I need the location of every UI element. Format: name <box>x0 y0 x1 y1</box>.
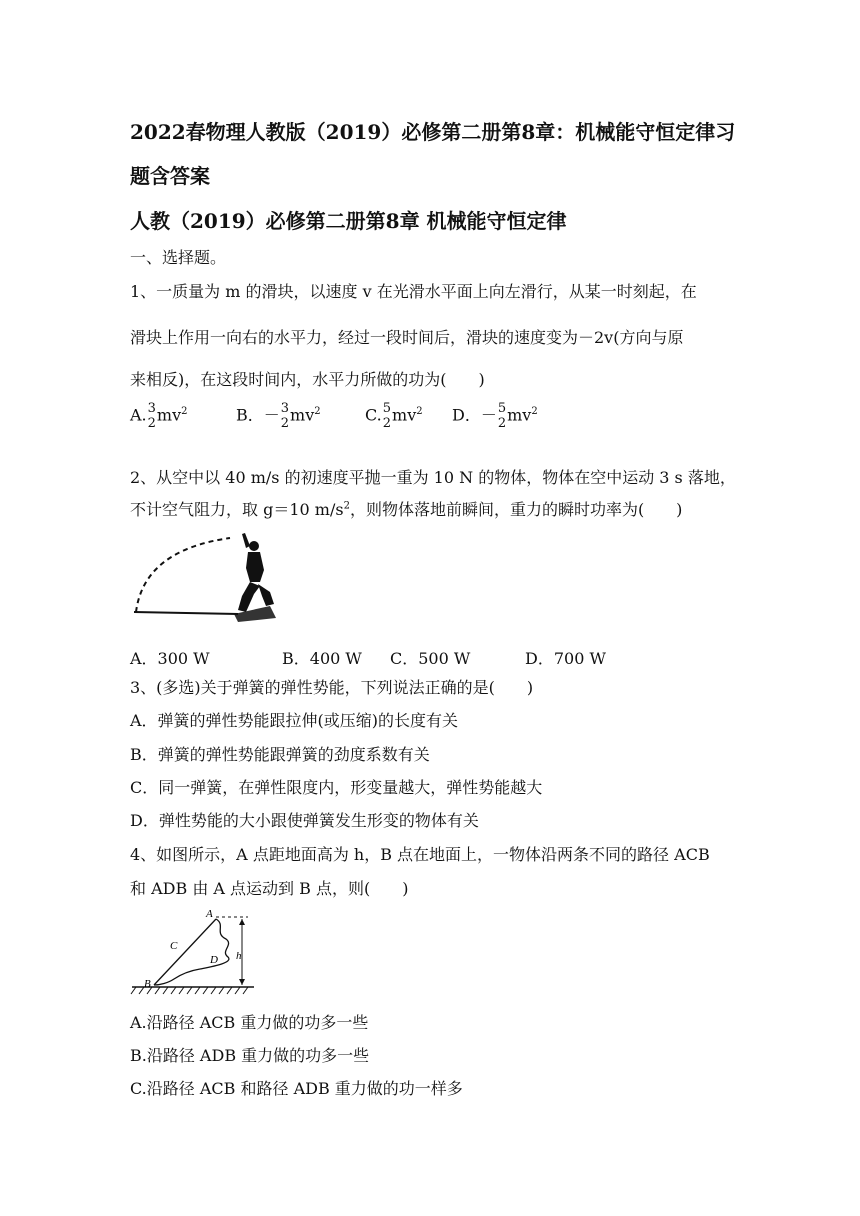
q1-option-d: D．－ 5 2 $mv^2$ <box>452 401 538 431</box>
q2-line2: 不计空气阻力，取 g＝10 $m/s^2$，则物体落地前瞬间，重力的瞬时功率为( ) <box>130 500 683 519</box>
q2-option-d: D．700 W <box>525 649 606 668</box>
label-h: h <box>236 950 242 962</box>
q2-option-c: C．500 W <box>390 649 471 668</box>
q1-line1: 1、一质量为 m 的滑块，以速度 v 在光滑水平面上向左滑行，从某一时刻起，在 <box>130 282 697 301</box>
q3-stem: 3、(多选)关于弹簧的弹性势能，下列说法正确的是( ) <box>130 678 534 697</box>
label-d: D <box>210 954 218 966</box>
q4-option-b: B.沿路径 ADB 重力做的功多一些 <box>130 1046 370 1065</box>
q3-option-b: B．弹簧的弹性势能跟弹簧的劲度系数有关 <box>130 745 430 764</box>
projectile-figure <box>130 530 290 630</box>
q4-line1: 4、如图所示，A 点距地面高为 h，B 点在地面上，一物体沿两条不同的路径 ACB <box>130 845 710 864</box>
label-b: B <box>144 978 151 990</box>
q1-option-a: A. 3 2 $mv^2$ <box>130 401 188 431</box>
section-heading: 一、选择题。 <box>130 248 227 267</box>
doc-title-line1: 2022春物理人教版（2019）必修第二册第8章：机械能守恒定律习 <box>130 120 736 144</box>
paths-figure <box>130 905 260 997</box>
q4-option-c: C.沿路径 ACB 和路径 ADB 重力做的功一样多 <box>130 1079 463 1098</box>
q1-line3: 来相反)，在这段时间内，水平力所做的功为( ) <box>130 370 485 389</box>
q3-option-c: C．同一弹簧，在弹性限度内，形变量越大，弹性势能越大 <box>130 778 543 797</box>
q2-option-a: A．300 W <box>130 649 210 668</box>
label-c: C <box>170 940 178 952</box>
q3-option-d: D．弹性势能的大小跟使弹簧发生形变的物体有关 <box>130 811 479 830</box>
q4-line2: 和 ADB 由 A 点运动到 B 点，则( ) <box>130 879 409 898</box>
q1-option-c: C. 5 2 $mv^2$ <box>365 401 423 431</box>
q1-option-b: B．－ 3 2 $mv^2$ <box>236 401 321 431</box>
doc-title-line2: 题含答案 <box>130 164 210 188</box>
q1-line2: 滑块上作用一向右的水平力，经过一段时间后，滑块的速度变为－2v(方向与原 <box>130 328 684 347</box>
q4-option-a: A.沿路径 ACB 重力做的功多一些 <box>130 1013 369 1032</box>
q2-option-b: B．400 W <box>282 649 362 668</box>
q2-line1: 2、从空中以 40 m/s 的初速度平抛一重为 10 N 的物体，物体在空中运动 3 s 落地， <box>130 468 736 487</box>
label-a: A <box>206 908 213 920</box>
doc-subtitle: 人教（2019）必修第二册第8章 机械能守恒定律 <box>130 209 567 233</box>
q3-option-a: A．弹簧的弹性势能跟拉伸(或压缩)的长度有关 <box>130 711 459 730</box>
